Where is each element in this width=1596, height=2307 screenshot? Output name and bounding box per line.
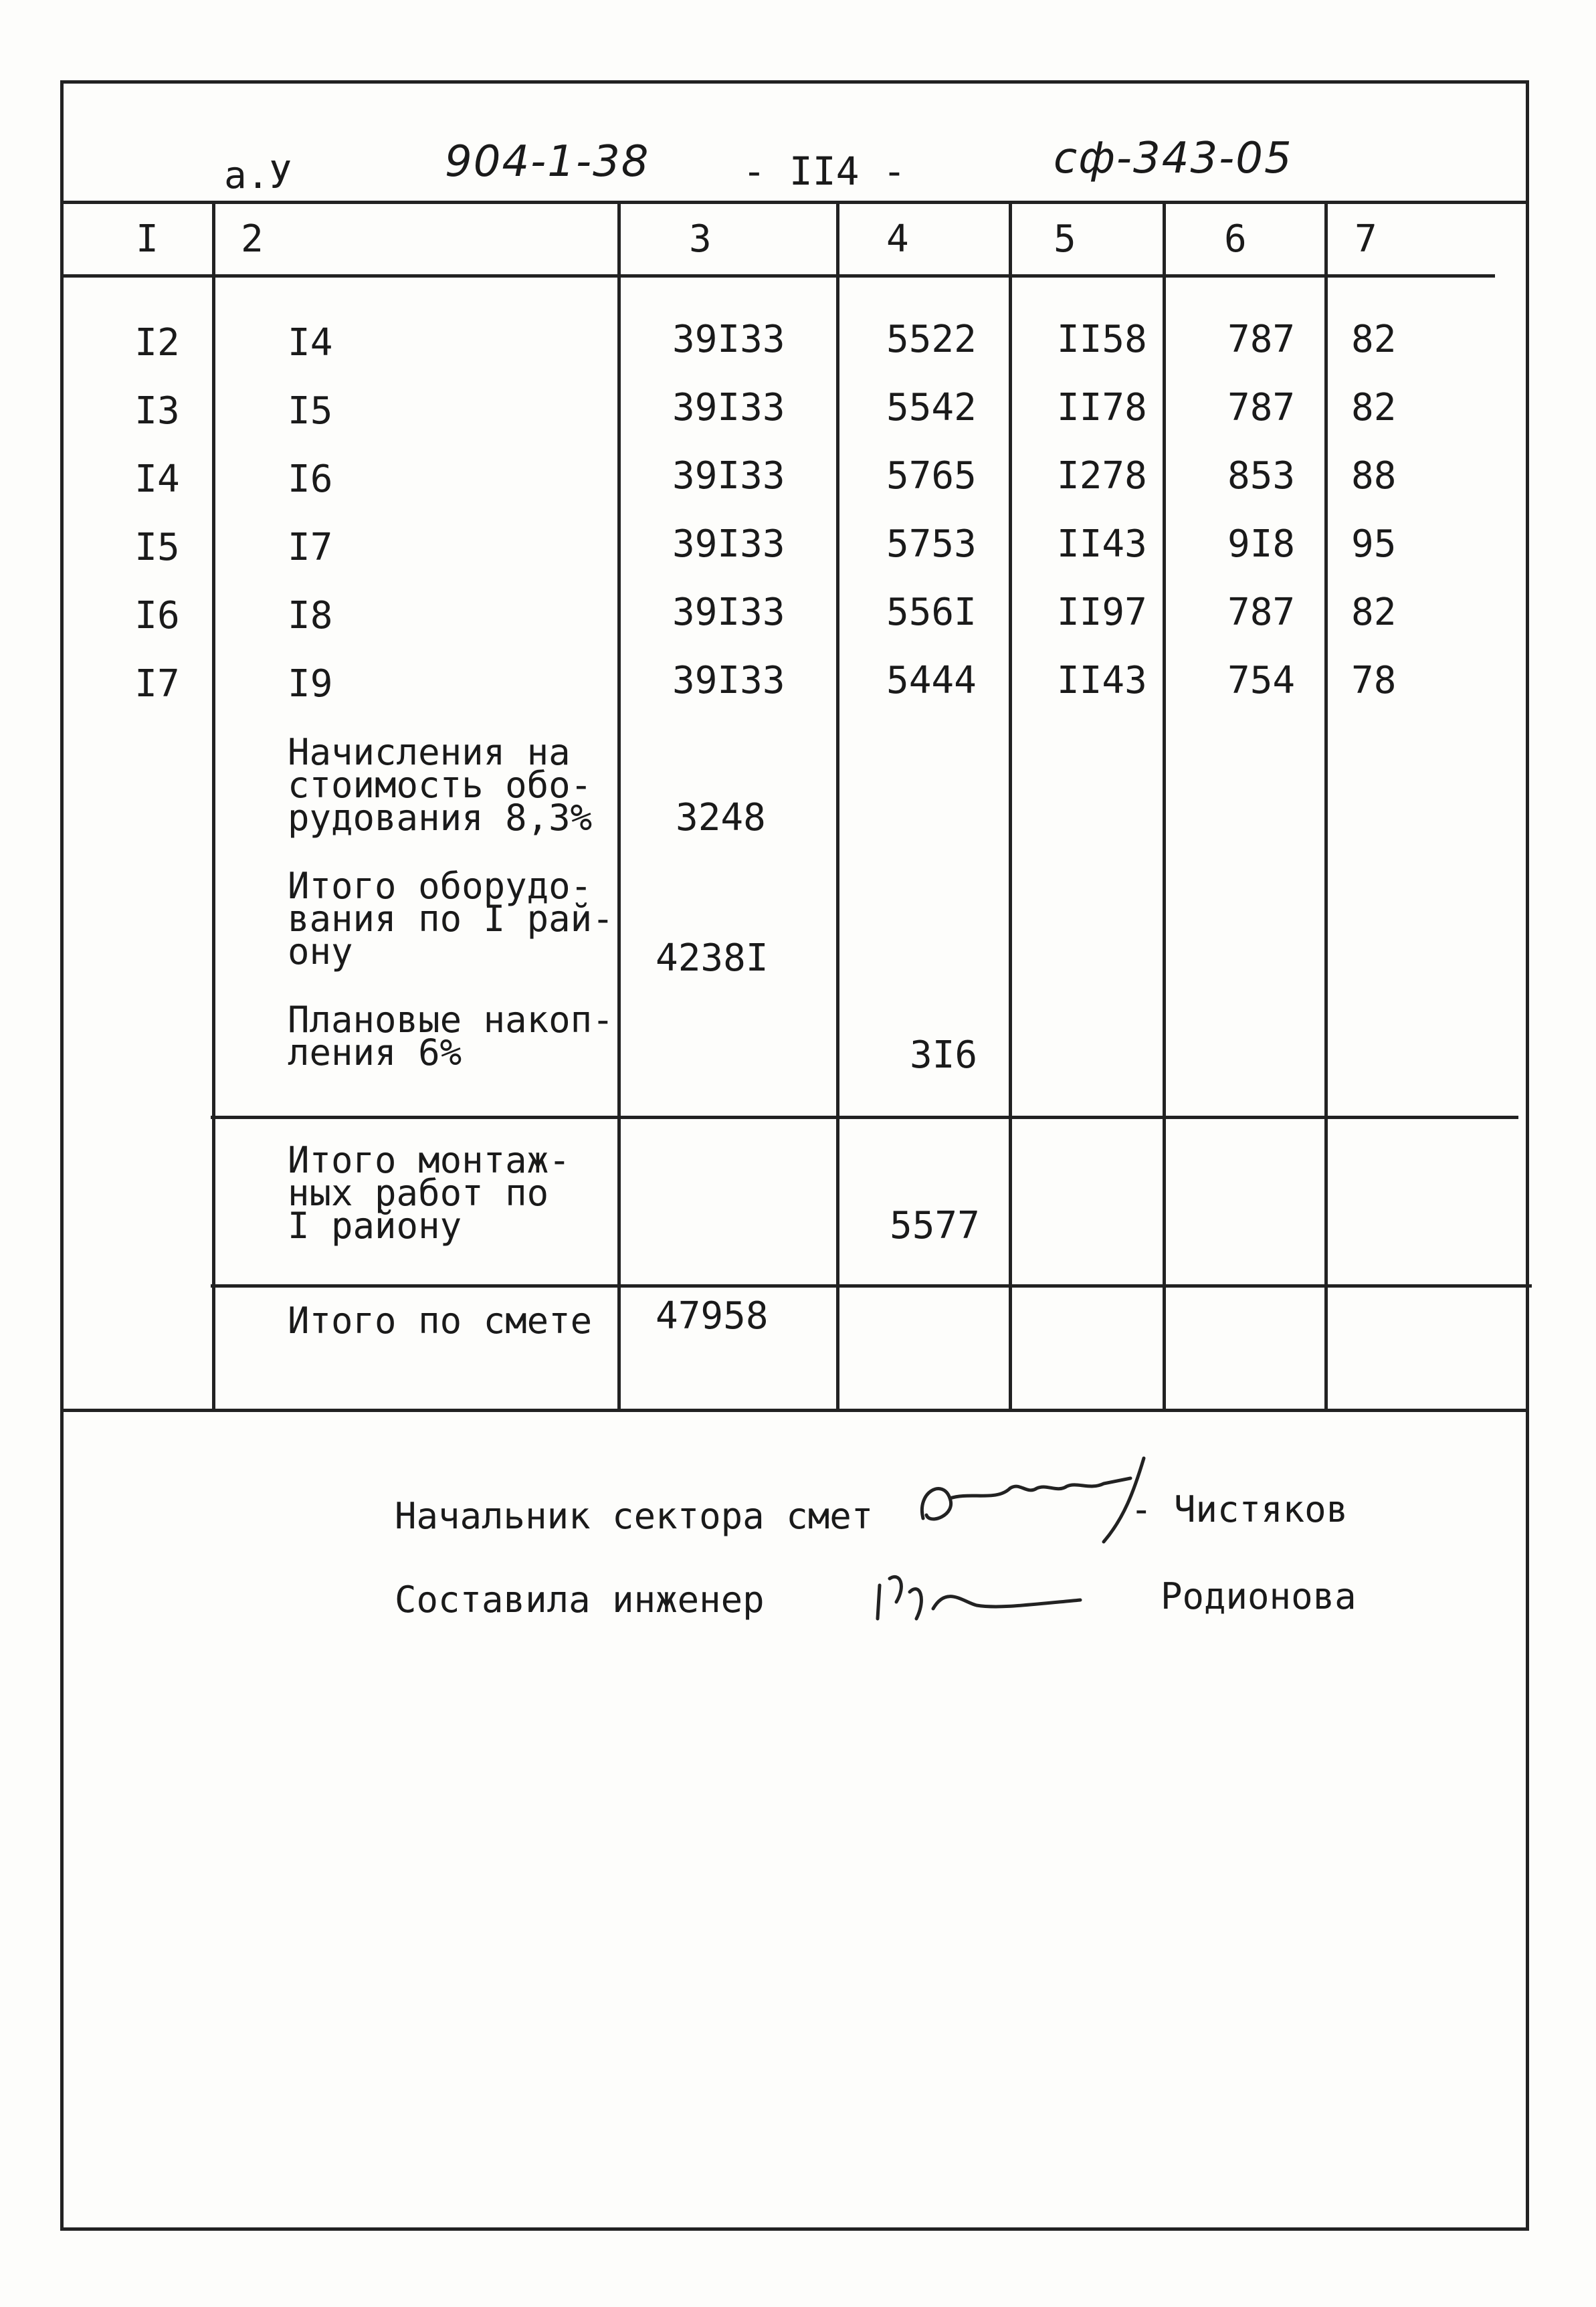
cell-c7: 82 bbox=[1351, 318, 1397, 361]
grand-total-value: 47958 bbox=[656, 1294, 769, 1338]
cell-c4: 5444 bbox=[886, 659, 977, 702]
grand-total-label: Итого по смете bbox=[288, 1300, 593, 1342]
section-rule-2 bbox=[211, 1284, 1532, 1288]
col-divider-4 bbox=[1009, 201, 1012, 1411]
col-divider-1 bbox=[212, 201, 215, 1411]
header-rule bbox=[64, 201, 1528, 204]
cell-c1: I7 bbox=[134, 662, 180, 706]
cell-c3: 39I33 bbox=[672, 454, 785, 498]
cell-c3: 39I33 bbox=[672, 522, 785, 566]
cell-c6: 754 bbox=[1227, 659, 1296, 702]
cell-c7: 88 bbox=[1351, 454, 1397, 498]
cell-c1: I3 bbox=[134, 389, 180, 433]
cell-c2: I6 bbox=[288, 458, 333, 501]
engineer-title: Составила инженер bbox=[395, 1579, 765, 1621]
col-divider-6 bbox=[1324, 201, 1328, 1411]
col-head-1: I bbox=[136, 217, 159, 261]
cell-c2: I9 bbox=[288, 662, 333, 706]
col-divider-2 bbox=[617, 201, 621, 1411]
cell-c4: 5753 bbox=[886, 522, 977, 566]
cell-c5: II97 bbox=[1057, 591, 1147, 634]
cell-c7: 82 bbox=[1351, 591, 1397, 634]
col-head-2: 2 bbox=[241, 217, 264, 261]
engineer-signature bbox=[870, 1545, 1097, 1632]
col-head-3: 3 bbox=[689, 217, 712, 261]
header-project: 904-1-38 bbox=[445, 137, 650, 187]
table-bottom-rule bbox=[64, 1409, 1528, 1412]
cell-c7: 78 bbox=[1351, 659, 1397, 702]
engineer-name: Родионова bbox=[1161, 1575, 1357, 1617]
cell-c4: 5542 bbox=[886, 386, 977, 429]
cell-c2: I7 bbox=[288, 526, 333, 569]
page-frame bbox=[60, 80, 1529, 2231]
cell-c2: I8 bbox=[288, 594, 333, 637]
cell-c6: 787 bbox=[1227, 318, 1296, 361]
installation-total-label: Итого монтаж- ных работ по I району bbox=[288, 1139, 571, 1247]
accrual-label: Начисления на стоимость обо- рудования 8,3% bbox=[288, 731, 593, 839]
accrual-value: 3248 bbox=[676, 796, 766, 839]
cell-c6: 787 bbox=[1227, 591, 1296, 634]
cell-c5: II43 bbox=[1057, 659, 1147, 702]
header-code: сф-343-05 bbox=[1054, 134, 1293, 183]
column-header-rule bbox=[64, 274, 1495, 278]
cell-c4: 556I bbox=[886, 591, 977, 634]
col-head-5: 5 bbox=[1054, 217, 1076, 261]
cell-c5: II78 bbox=[1057, 386, 1147, 429]
col-head-7: 7 bbox=[1355, 217, 1377, 261]
header-page: - II4 - bbox=[742, 148, 906, 194]
cell-c1: I6 bbox=[134, 594, 180, 637]
cell-c3: 39I33 bbox=[672, 591, 785, 634]
cell-c7: 95 bbox=[1351, 522, 1397, 566]
cell-c6: 9I8 bbox=[1227, 522, 1296, 566]
cell-c5: I278 bbox=[1057, 454, 1147, 498]
cell-c1: I2 bbox=[134, 321, 180, 365]
col-divider-5 bbox=[1163, 201, 1166, 1411]
chief-name: - Чистяков bbox=[1130, 1488, 1349, 1530]
planned-label: Плановые накоп- ления 6% bbox=[288, 999, 614, 1074]
cell-c1: I5 bbox=[134, 526, 180, 569]
cell-c2: I5 bbox=[288, 389, 333, 433]
cell-c3: 39I33 bbox=[672, 318, 785, 361]
header-left: а.У bbox=[224, 154, 292, 197]
equipment-total-label: Итого оборудо- вания по I рай- ону bbox=[288, 865, 614, 973]
cell-c7: 82 bbox=[1351, 386, 1397, 429]
section-rule-1 bbox=[211, 1116, 1518, 1119]
cell-c6: 787 bbox=[1227, 386, 1296, 429]
chief-title: Начальник сектора смет bbox=[395, 1495, 874, 1537]
col-head-6: 6 bbox=[1224, 217, 1247, 261]
cell-c2: I4 bbox=[288, 321, 333, 365]
cell-c6: 853 bbox=[1227, 454, 1296, 498]
cell-c4: 5522 bbox=[886, 318, 977, 361]
installation-total-value: 5577 bbox=[890, 1204, 980, 1247]
cell-c3: 39I33 bbox=[672, 386, 785, 429]
col-head-4: 4 bbox=[886, 217, 909, 261]
cell-c4: 5765 bbox=[886, 454, 977, 498]
cell-c5: II43 bbox=[1057, 522, 1147, 566]
cell-c5: II58 bbox=[1057, 318, 1147, 361]
equipment-total-value: 4238I bbox=[656, 936, 769, 980]
cell-c1: I4 bbox=[134, 458, 180, 501]
col-divider-3 bbox=[836, 201, 839, 1411]
planned-value: 3I6 bbox=[910, 1033, 978, 1077]
cell-c3: 39I33 bbox=[672, 659, 785, 702]
